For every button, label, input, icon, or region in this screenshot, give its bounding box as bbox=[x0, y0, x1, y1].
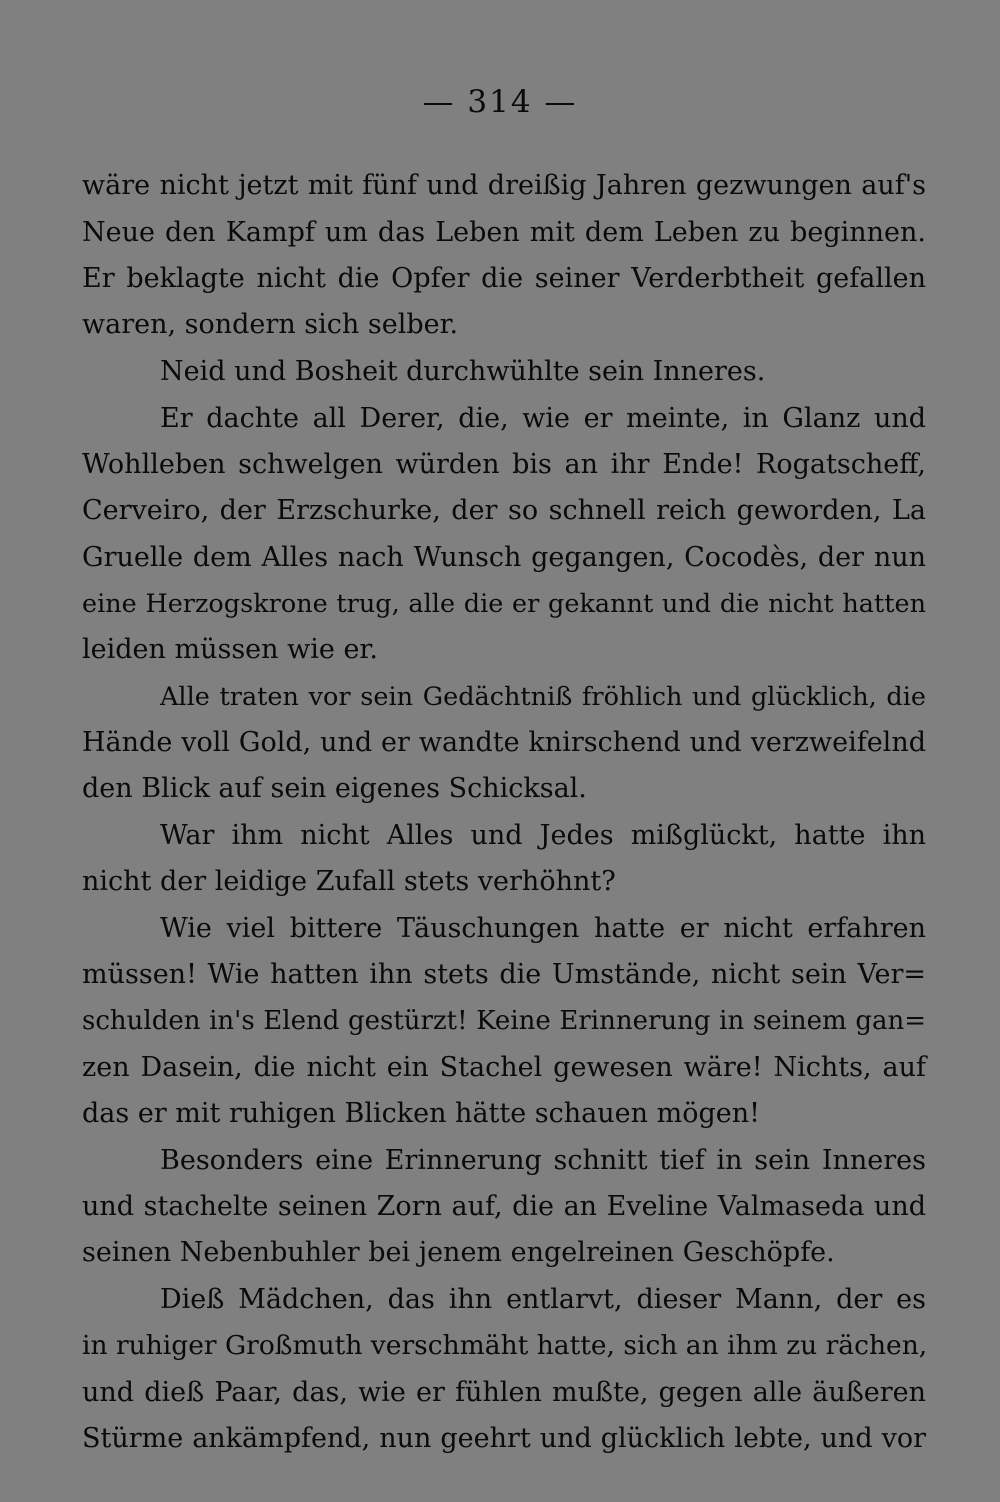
text-line: zen Dasein, die nicht ein Stachel gewesen wäre! Nichts, auf bbox=[82, 1052, 926, 1083]
text-line: Gruelle dem Alles nach Wunsch gegangen, Cocodès, der nun bbox=[82, 542, 926, 573]
text-line: eine Herzogskrone trug, alle die er gekannt und die nicht hatten bbox=[82, 589, 926, 619]
page-number: — 314 — bbox=[422, 84, 578, 120]
text-line: den Blick auf sein eigenes Schicksal. bbox=[82, 773, 587, 804]
text-line: Wohlleben schwelgen würden bis an ihr Ende! Rogatscheff, bbox=[82, 449, 926, 480]
text-line: und stachelte seinen Zorn auf, die an Eveline Valmaseda und bbox=[82, 1191, 926, 1222]
text-line: Neue den Kampf um das Leben mit dem Leben zu beginnen. bbox=[82, 217, 926, 248]
text-line: müssen! Wie hatten ihn stets die Umstände, nicht sein Ver= bbox=[82, 959, 926, 990]
text-line: wäre nicht jetzt mit fünf und dreißig Jahren gezwungen auf's bbox=[82, 170, 926, 201]
text-line: leiden müssen wie er. bbox=[82, 634, 378, 665]
text-line: Er dachte all Derer, die, wie er meinte, in Glanz und bbox=[160, 403, 926, 434]
text-line: Er beklagte nicht die Opfer die seiner Verderbtheit gefallen bbox=[82, 263, 926, 294]
text-line: in ruhiger Großmuth verschmäht hatte, sich an ihm zu rächen, bbox=[82, 1330, 928, 1361]
text-line: Cerveiro, der Erzschurke, der so schnell reich geworden, La bbox=[82, 495, 926, 526]
text-line: waren, sondern sich selber. bbox=[82, 309, 459, 340]
text-line: nicht der leidige Zufall stets verhöhnt? bbox=[82, 866, 616, 897]
text-line: War ihm nicht Alles und Jedes mißglückt, hatte ihn bbox=[160, 820, 926, 851]
text-line: Dieß Mädchen, das ihn entlarvt, dieser Mann, der es bbox=[160, 1284, 926, 1315]
text-line: Hände voll Gold, und er wandte knirschend und verzweifelnd bbox=[82, 727, 926, 758]
text-line: Neid und Bosheit durchwühlte sein Inneres. bbox=[160, 356, 766, 387]
text-line: Wie viel bittere Täuschungen hatte er nicht erfahren bbox=[160, 913, 926, 944]
text-line: seinen Nebenbuhler bei jenem engelreinen Geschöpfe. bbox=[82, 1237, 835, 1268]
text-line: Stürme ankämpfend, nun geehrt und glücklich lebte, und vor bbox=[82, 1423, 926, 1454]
text-line: und dieß Paar, das, wie er fühlen mußte, gegen alle äußeren bbox=[82, 1377, 926, 1408]
text-line: schulden in's Elend gestürzt! Keine Erinnerung in seinem gan= bbox=[82, 1006, 926, 1036]
text-line: Besonders eine Erinnerung schnitt tief in sein Inneres bbox=[160, 1145, 926, 1176]
text-line: Alle traten vor sein Gedächtniß fröhlich und glücklich, die bbox=[160, 682, 926, 712]
text-line: das er mit ruhigen Blicken hätte schauen mögen! bbox=[82, 1098, 760, 1129]
